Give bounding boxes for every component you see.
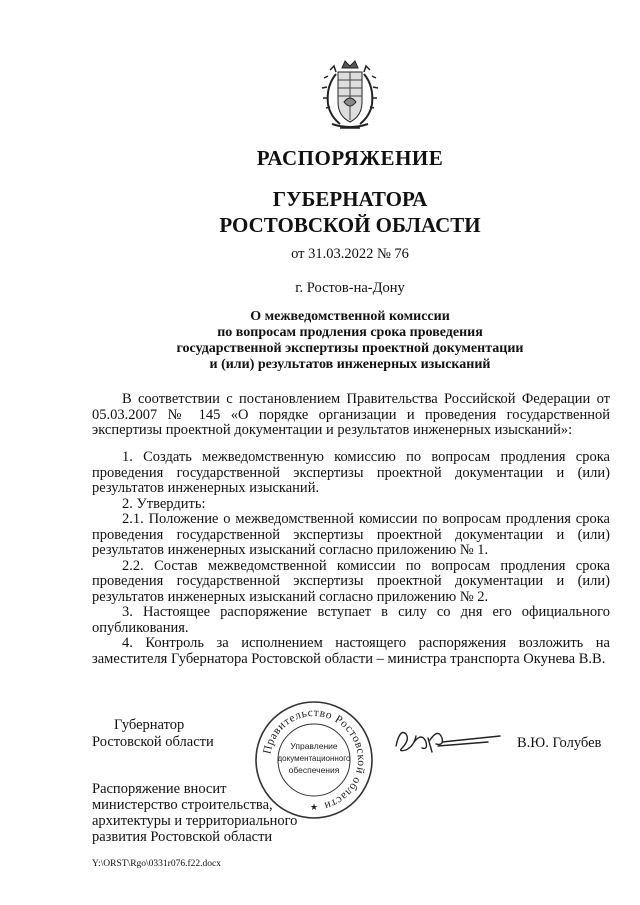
item-2-1: 2.1. Положение о межведомственной комиссии по вопросам продления срока проведения государственной экспертизы проектной документации и (или) результатов инженерных изысканий согласно приложению № 1. — [92, 511, 610, 558]
subject-line: и (или) результатов инженерных изысканий — [209, 357, 491, 372]
seal-center-line: документационного — [277, 754, 351, 763]
submitted-by — [92, 781, 297, 845]
signer-name: В.Ю. Голубев — [517, 735, 602, 751]
signatory-title — [92, 717, 214, 751]
seal-star-icon: ★ — [309, 802, 319, 812]
item-2-2: 2.2. Состав межведомственной комиссии по вопросам продления срока проведения государственной экспертизы проектной документации и (или) результатов инженерных изысканий согласно приложению № 2. — [92, 557, 610, 605]
item-2: 2. Утвердить: — [122, 495, 206, 512]
issuer-line-1: ГУБЕРНАТОРА — [272, 187, 428, 211]
subject-line: по вопросам продления срока проведения — [217, 325, 483, 340]
signatory-title-line-2: Ростовской области — [92, 734, 214, 750]
item-4: 4. Контроль за исполнением настоящего распоряжения возложить на заместителя Губернатора Ростовской области – министра транспорта Окунева В.В. — [92, 635, 610, 667]
file-path: Y:\ORST\Rgo\0331r076.f22.docx — [92, 859, 221, 869]
coat-of-arms-emblem — [318, 58, 382, 132]
seal-ring-text: Правительство Ростовской области — [261, 706, 368, 812]
seal-center-line: Управление — [290, 741, 338, 751]
document-date-number: от 31.03.2022 № 76 — [291, 246, 409, 262]
submitted-by-line: развития Ростовской области — [92, 829, 273, 845]
resolution-items — [92, 450, 610, 667]
subject-line: О межведомственной комиссии — [250, 309, 450, 324]
subject-line: государственной экспертизы проектной документации — [176, 341, 524, 356]
submitted-by-line: министерство строительства, — [92, 797, 273, 813]
submitted-by-line: архитектуры и территориального — [92, 813, 298, 829]
document-subject — [0, 309, 640, 373]
seal-center-line: обеспечения — [288, 765, 340, 775]
item-3: 3. Настоящее распоряжение вступает в силу со дня его официального опубликования. — [92, 604, 610, 636]
issuer-line-2: РОСТОВСКОЙ ОБЛАСТИ — [219, 213, 481, 237]
issuer — [0, 186, 640, 238]
preamble — [92, 392, 610, 439]
preamble-text: В соответствии с постановлением Правительства Российской Федерации от 05.03.2007 № 145 «О порядке организации и проведения государственной экспертизы проектной документации и результатов инженерных изысканий»: — [92, 391, 610, 438]
signatory-title-line-1: Губернатор — [114, 717, 185, 733]
item-1: 1. Создать межведомственную комиссию по вопросам продления срока проведения государственной экспертизы проектной документации и (или) результатов инженерных изысканий. — [92, 449, 610, 496]
document-city: г. Ростов-на-Дону — [295, 280, 405, 296]
handwritten-signature — [392, 722, 504, 758]
document-type: РАСПОРЯЖЕНИЕ — [256, 146, 444, 170]
submitted-by-line: Распоряжение вносит — [92, 781, 227, 797]
